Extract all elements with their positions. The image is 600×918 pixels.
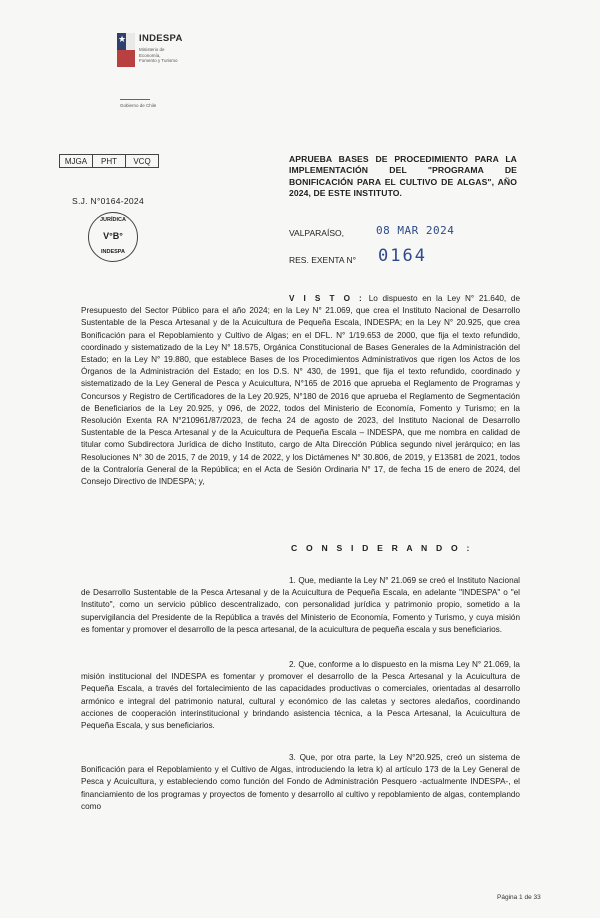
paragraph-text: 1. Que, mediante la Ley N° 21.069 se creó el Instituto Nacional de Desarrollo Sustentable de la Pesca Artesanal y de la Acuicultura de Pequeña Escala, en adelante "INDESPA" o "el Instituto", como un servicio público descentralizado, con personalidad jurídica y patrimonio propio, sometido a la supervigilancia del Presidente de la República a través del Ministerio de Economía, Fomento y Turismo, y cuya misión es fomentar y promover el desarrollo de la pesca artesanal, de la acuicultura de pequeña escala y sus beneficiarios. xyxy=(81,576,520,634)
resolution-label: RES. EXENTA N° xyxy=(289,255,357,265)
stamp-top-text: JURÍDICA xyxy=(100,217,126,223)
document-title: APRUEBA BASES DE PROCEDIMIENTO PARA LA IMPLEMENTACIÓN DEL "PROGRAMA DE BONIFICACIÓN PARA EL CULTIVO DE ALGAS", AÑO 2024, DE ESTE INSTITUTO. xyxy=(289,154,517,199)
indespa-logo xyxy=(117,33,197,123)
considerando-heading: C O N S I D E R A N D O : xyxy=(291,543,473,553)
logo-divider xyxy=(120,99,150,100)
considerando-paragraph-2 xyxy=(81,659,520,732)
stamp-mid-text: V°B° xyxy=(103,231,123,241)
stamped-date: 08 MAR 2024 xyxy=(376,224,455,237)
sj-number: S.J. N°0164-2024 xyxy=(72,196,144,206)
paragraph-text: 3. Que, por otra parte, la Ley N°20.925, creó un sistema de Bonificación para el Repoblamiento y el Cultivo de Algas, introduciendo la letra k) al artículo 173 de la Ley General de Pesca y Acuicultura, y estableciendo como función del Fondo de Administración Pesquero -actualmente INDESPA-, el financiamiento de los programas y proyectos de fomento y desarrollo al cultivo y repoblamiento de algas, contemplando como xyxy=(81,753,520,811)
resolution-number: 0164 xyxy=(378,246,427,266)
initials-cell: VCQ xyxy=(126,155,159,168)
initials-cell: MJGA xyxy=(60,155,93,168)
visto-section xyxy=(81,293,520,488)
place: VALPARAÍSO, xyxy=(289,228,344,238)
juridica-stamp xyxy=(88,212,138,262)
considerando-paragraph-1 xyxy=(81,575,520,636)
org-name: INDESPA xyxy=(139,33,183,44)
initials-table xyxy=(59,154,159,168)
visto-text: Lo dispuesto en la Ley N° 21.640, de Presupuesto del Sector Público para el año 2024; en la Ley N° 21.069, que crea el Instituto Nacional de Desarrollo Sustentable de la Pesca Artesanal y de la Acuicultura de Pequeña Escala, INDESPA; en la Ley N° 20.925, que crea Bonificación para el Repoblamiento y Cultivo de Algas; en el DFL. N° 1/19.653 de 2000, que fija el texto refundido, coordinado y sistematizado de la Ley N° 18.575, Orgánica Constitucional de Bases Generales de la Administración del Estado; en la Ley N° 19.880, que establece Bases de los Procedimientos Administrativos que rigen los Actos de los Órganos de la Administración del Estado; en los D.S. N° 430, de 1991, que fija el texto refundido, coordinado y sistematizado de la Ley General de Pesca y Acuicultura, N°165 de 2016 que aprueba el Reglamento de Programas y Concursos y Registro de Certificadores de la Ley 20.925, N°180 de 2016 que aprueba el Reglamento de Segmentación de Beneficiarios de la Ley 20.925, y 096, de 2022, todos del Ministerio de Economía, Fomento y Turismo; en la Resolución Exenta RA N°210961/87/2023, de fecha 24 de agosto de 2023, del Instituto Nacional de Desarrollo Sustentable de la Pesca Artesanal y de la Acuicultura de Pequeña Escala – INDESPA, que me nombra en calidad de titular como Subdirectora Jurídica de dicho Instituto, cargo de Alta Dirección Pública segundo nivel jerárquico; en las Resoluciones N° 30 de 2015, 7 de 2019, y 14 de 2022, y los Dictámenes N° 30.806, de 2019, y E13581 de 2021, todos de la Contraloría General de la República; en el Acta de Sesión Ordinaria N° 17, de fecha 15 de enero de 2024, del Consejo Directivo de INDESPA; y, xyxy=(81,294,521,487)
chile-flag-icon: ★ xyxy=(117,33,135,67)
stamp-bottom-text: INDESPA xyxy=(100,249,126,255)
page-number: Página 1 de 33 xyxy=(497,894,541,901)
government-name: Gobierno de Chile xyxy=(120,103,157,108)
initials-cell: PHT xyxy=(93,155,126,168)
paragraph-text: 2. Que, conforme a lo dispuesto en la misma Ley N° 21.069, la misión institucional del INDESPA es fomentar y promover el desarrollo de la Pesca Artesanal y la Acuicultura de Pequeña Escala, a través del fortalecimiento de las capacidades productivas o comerciales, orientadas al desarrollo armónico e integral del patrimonio natural, cultural y económico de las caletas y sectores aledaños, coordinando acciones de cooperación interinstitucional y brindando asistencia técnica, a la Pesca Artesanal, la Acuicultura de Pequeña Escala, y sus beneficiarios. xyxy=(81,660,520,731)
visto-label: V I S T O : xyxy=(289,294,364,303)
considerando-paragraph-3 xyxy=(81,752,520,813)
ministry-name: Ministerio de Economía, Fomento y Turismo xyxy=(139,47,178,63)
